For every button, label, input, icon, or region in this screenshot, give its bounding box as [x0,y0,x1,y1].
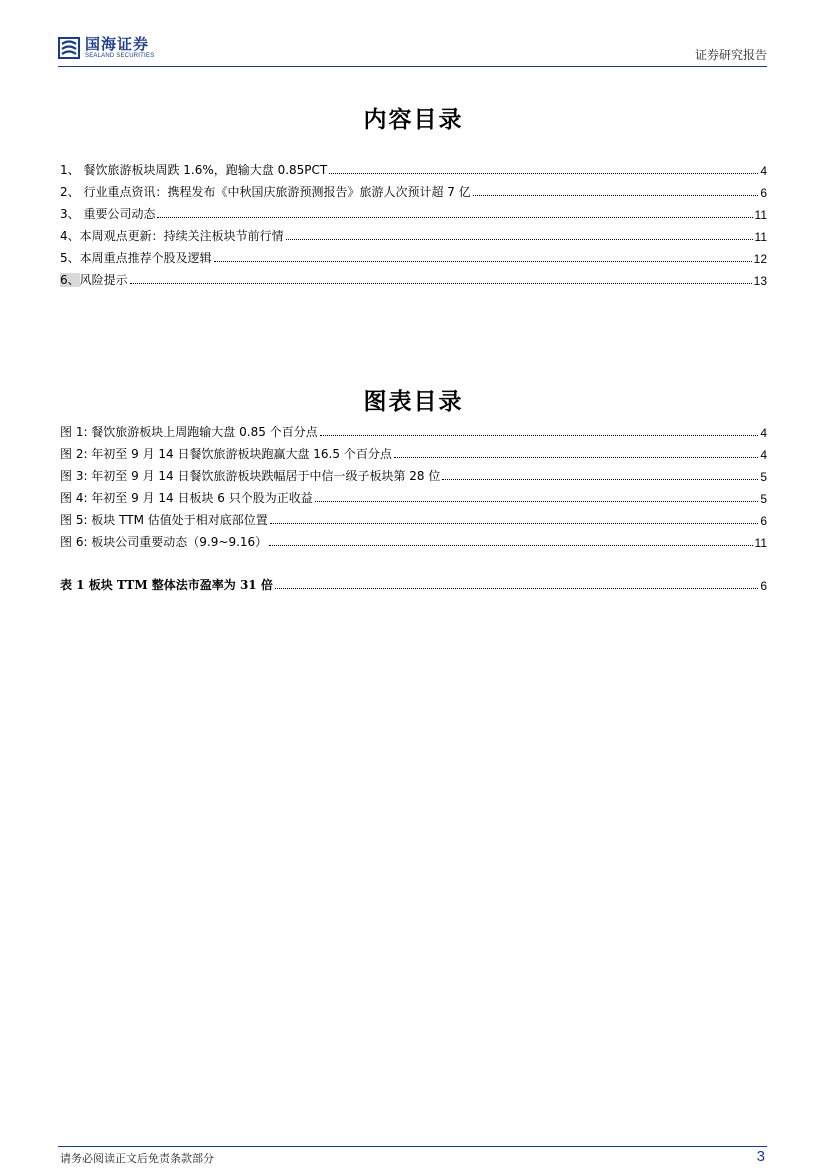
dot-leader [315,500,759,502]
toc-entry[interactable] [60,222,767,244]
figure-entry-page: 4 [760,426,767,440]
sealand-logo-icon [58,36,80,60]
page-header [58,36,767,67]
contents-title: 内容目录 [363,107,464,133]
toc-entry-label: 4、本周观点更新：持续关注板块节前行情 [60,229,284,243]
toc-entry-text: 风险提示 [79,273,128,287]
figure-entry[interactable] [60,462,767,484]
toc-entry-page: 6 [760,186,767,200]
figures-list [60,418,767,550]
footer-divider [58,1146,767,1147]
report-type: 证券研究报告 [694,48,767,62]
figures-title: 图表目录 [363,389,464,415]
toc-entry-label: 5、本周重点推荐个股及逻辑 [60,251,212,265]
toc-entry-label [60,271,128,288]
dot-leader [473,194,759,196]
figure-entry-label: 图 1: 餐饮旅游板块上周跑输大盘 0.85 个百分点 [60,425,318,439]
toc-entry-number-highlight: 6、 [60,273,80,287]
tables-list [60,571,767,593]
figure-entry-label: 图 4: 年初至 9 月 14 日板块 6 只个股为正收益 [60,491,313,505]
page-number: 3 [756,1148,765,1165]
toc-entry-page: 11 [754,208,767,222]
toc-entry-page: 4 [760,164,767,178]
figure-entry-page: 5 [760,470,767,484]
company-logo [58,36,154,60]
dot-leader [269,544,752,546]
dot-leader [275,587,758,589]
figure-entry-page: 6 [760,514,767,528]
toc-entry[interactable] [60,200,767,222]
table-entry-label: 表 1 板块 TTM 整体法市盈率为 31 倍 [60,578,273,592]
toc-entry[interactable] [60,178,767,200]
toc-entry[interactable] [60,266,767,288]
figure-entry[interactable] [60,506,767,528]
figure-entry-page: 4 [760,448,767,462]
figure-entry-label: 图 2: 年初至 9 月 14 日餐饮旅游板块跑赢大盘 16.5 个百分点 [60,447,392,461]
dot-leader [130,282,752,284]
figure-entry-label: 图 6: 板块公司重要动态（9.9~9.16） [60,535,268,549]
logo-en-text: SEALAND SECURITIES [85,53,155,59]
figure-entry-label: 图 3: 年初至 9 月 14 日餐饮旅游板块跌幅居于中信一级子板块第 28 位 [60,469,441,483]
figure-entry-label: 图 5: 板块 TTM 估值处于相对底部位置 [60,513,268,527]
figure-entry-page: 5 [760,492,767,506]
figure-entry-page: 11 [754,536,767,550]
logo-cn-text: 国海证券 [85,35,150,53]
dot-leader [329,172,758,174]
dot-leader [394,456,758,458]
dot-leader [442,478,758,480]
dot-leader [157,216,752,218]
figure-entry[interactable] [60,418,767,440]
figure-entry[interactable] [60,528,767,550]
figure-entry[interactable] [60,440,767,462]
toc-entry-label: 3、 重要公司动态 [60,207,156,221]
table-entry-page: 6 [760,579,767,593]
dot-leader [320,434,759,436]
toc-entry-page: 12 [753,252,767,266]
dot-leader [270,522,759,524]
toc-entry-page: 11 [754,230,767,244]
table-entry[interactable] [60,571,767,593]
dot-leader [214,260,752,262]
toc-entry-label: 1、 餐饮旅游板块周跌 1.6%，跑输大盘 0.85PCT [60,163,328,177]
contents-list [60,156,767,288]
toc-entry-label: 2、 行业重点资讯：携程发布《中秋国庆旅游预测报告》旅游人次预计超 7 亿 [60,185,471,199]
footer-disclaimer: 请务必阅读正文后免责条款部分 [60,1152,214,1165]
dot-leader [286,238,753,240]
toc-entry[interactable] [60,156,767,178]
toc-entry[interactable] [60,244,767,266]
figure-entry[interactable] [60,484,767,506]
toc-entry-page: 13 [753,274,767,288]
